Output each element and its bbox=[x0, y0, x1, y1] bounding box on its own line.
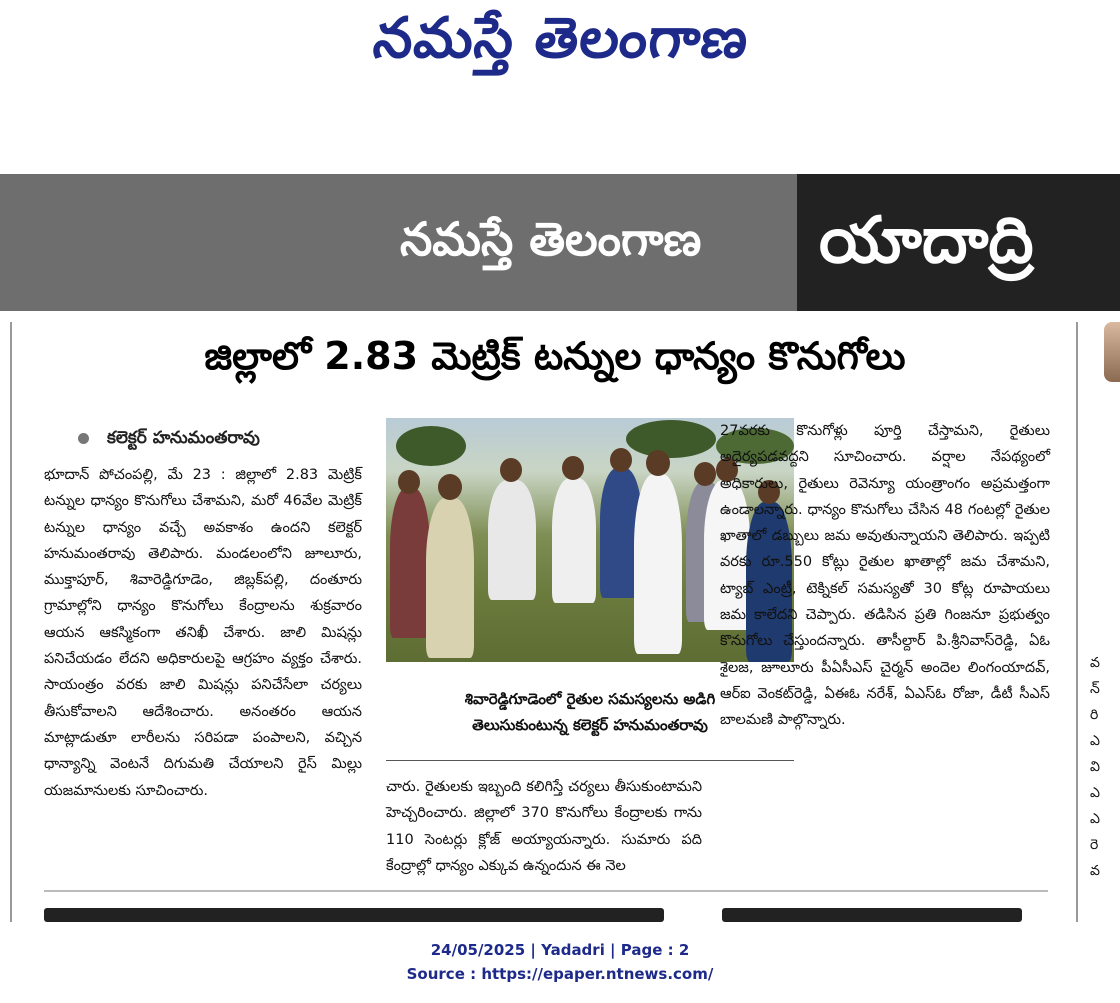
side-letter: వ bbox=[1090, 655, 1100, 671]
side-letter: ఎ bbox=[1090, 733, 1100, 749]
column-1-text: భూదాన్ పోచంపల్లి, మే 23 : జిల్లాలో 2.83 మెట్రిక్ టన్నుల ధాన్యం కొనుగోలు చేశామని, మరో 46వేల మెట్రిక్ టన్నుల ధాన్యం వచ్చే అవకాశం ఉందని కలెక్టర్ హనుమంతరావు తెలిపారు. మండలంలోని జూలూరు, ముక్తాపూర్, శివారెడ్డిగూడెం, జిబ్లక్‌పల్లి, దంతూరు గ్రామాల్లోని ధాన్యం కొనుగోలు కేంద్రాలను శుక్రవారం ఆయన ఆకస్మికంగా తనిఖీ చేశారు. జాలి మిషన్లు పనిచేయడం లేదని అధికారులపై ఆగ్రహం వ్యక్తం చేశారు. సాయంత్రం వరకు జాలి మిషన్లు పనిచేసేలా చర్యలు తీసుకోవాలని ఆదేశించారు. అనంతరం ఆయన మాట్లాడుతూ లారీలను సరిపడా పంపాలని, వచ్చిన ధాన్యాన్ని వెంటనే దిగుమతి చేయాలని రైస్ మిల్లు యజమానులకు సూచించారు. bbox=[44, 467, 362, 799]
edition-band bbox=[0, 174, 1120, 311]
caption-divider bbox=[386, 760, 794, 761]
article-bottom-rule bbox=[44, 890, 1048, 892]
column-2-text: చారు. రైతులకు ఇబ్బంది కలిగిస్తే చర్యలు తీసుకుంటామని హెచ్చరించారు. జిల్లాలో 370 కొనుగోలు కేంద్రాలకు గాను 110 సెంటర్లు క్లోజ్ అయ్యాయన్నారు. సుమారు పది కేంద్రాల్లో ధాన్యం ఎక్కువ ఉన్నందున ఈ నెల bbox=[386, 779, 702, 874]
frame-left-rule bbox=[10, 322, 12, 922]
article-column-3 bbox=[720, 418, 1050, 734]
caption-line-1: శివారెడ్డిగూడెంలో రైతుల సమస్యలను అడిగి bbox=[464, 690, 716, 708]
side-letter: రె bbox=[1090, 837, 1099, 853]
photo-person bbox=[634, 474, 682, 654]
page-footer bbox=[0, 938, 1120, 1003]
band-brand: నమస్తే తెలంగాణ bbox=[400, 212, 702, 266]
photo-person bbox=[426, 498, 474, 658]
photo-person-head bbox=[438, 474, 462, 500]
column-3-text: 27వరకు కొనుగోళ్లు పూర్తి చేస్తామని, రైతులు అధైర్యపడవద్దని సూచించారు. వర్షాల నేపథ్యంలో అధికారులు, రైతులు రెవెన్యూ యంత్రాంగం అప్రమత్తంగా ఉండాలన్నారు. ధాన్యం కొనుగోలు చేసిన 48 గంటల్లో రైతుల ఖాతాలో డబ్బులు జమ అవుతున్నాయని తెలిపారు. ఇప్పటి వరకు రూ.550 కోట్లు రైతుల ఖాతాల్లో జమ చేశామని, ట్యాబ్ ఎంట్రీ, టెక్నికల్ సమస్యతో 30 కోట్ల రూపాయలు జమ కాలేదని చెప్పారు. తడిసిన ప్రతి గింజనూ ప్రభుత్వం కొనుగోలు చేస్తుందన్నారు. తాసీల్దార్ పి.శ్రీనివాస్‌రెడ్డి, ఏఓ శైలజ, జూలూరు పీఏసీఎస్ చైర్మన్ అందెల లింగంయాదవ్, ఆర్ఐ వెంకట్‌రెడ్డి, ఏఈఓ నరేశ్, ఏఎస్ఓ రోజా, డీటీ సీఎస్ బాలమణి పాల్గొన్నారు. bbox=[720, 423, 1050, 729]
photo-person-head bbox=[694, 462, 716, 486]
article-byline bbox=[78, 428, 260, 452]
article-column-2 bbox=[386, 774, 702, 879]
photo-person-head bbox=[562, 456, 584, 480]
edition-name: యాదాద్రి bbox=[819, 204, 1034, 278]
masthead-logo: నమస్తే తెలంగాణ bbox=[369, 5, 752, 71]
photo-person bbox=[488, 480, 536, 600]
footer-source-line: Source : https://epaper.ntnews.com/ bbox=[406, 965, 714, 983]
footer-date-line: 24/05/2025 | Yadadri | Page : 2 bbox=[430, 941, 690, 959]
photo-person bbox=[390, 488, 430, 638]
photo-person-head bbox=[500, 458, 522, 482]
adjacent-column-strip bbox=[1090, 320, 1120, 920]
side-letter: ఎ bbox=[1090, 785, 1100, 801]
side-letter: వ bbox=[1090, 863, 1100, 879]
side-letter: వి bbox=[1090, 759, 1100, 775]
byline-text: కలెక్టర్ హనుమంతరావు bbox=[107, 428, 260, 448]
photo-tree bbox=[396, 426, 466, 466]
masthead bbox=[0, 0, 1120, 90]
photo-person-head bbox=[610, 448, 632, 472]
article-column-1 bbox=[44, 462, 362, 804]
side-letter: న్ bbox=[1090, 681, 1100, 697]
caption-line-2: తెలుసుకుంటున్న కలెక్టర్ హనుమంతరావు bbox=[472, 716, 708, 734]
article-headline: జిల్లాలో 2.83 మెట్రిక్ టన్నుల ధాన్యం కొనుగోలు bbox=[204, 334, 906, 378]
next-headline-cut bbox=[44, 908, 664, 922]
edition-box bbox=[797, 174, 1120, 311]
bullet-icon bbox=[78, 433, 89, 444]
photo-person bbox=[552, 478, 596, 603]
photo-tree bbox=[626, 420, 716, 458]
photo-person-head bbox=[646, 450, 670, 476]
next-headline-cut bbox=[722, 908, 1022, 922]
side-letter: రి bbox=[1090, 707, 1099, 723]
photo-person-head bbox=[398, 470, 420, 494]
side-letter: ఎ bbox=[1090, 811, 1100, 827]
frame-right-rule bbox=[1076, 322, 1078, 922]
